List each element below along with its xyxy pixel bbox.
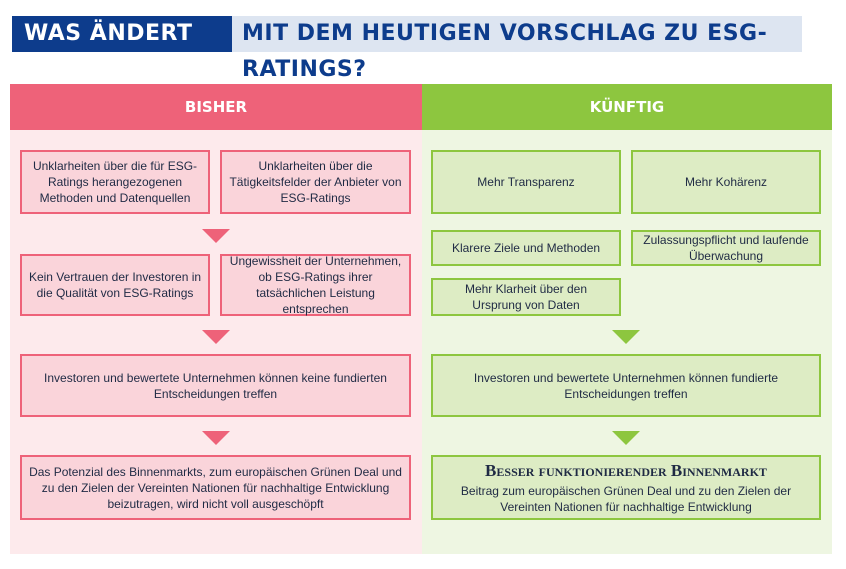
- title-part-2: MIT DEM HEUTIGEN VORSCHLAG ZU ESG-RATINGS?: [232, 16, 802, 52]
- left-box-methods: [20, 150, 210, 214]
- right-column-heading: KÜNFTIG: [422, 84, 832, 130]
- left-box-company-uncertainty-text: Ungewissheit der Unternehmen, ob ESG-Ratings ihrer tatsächlichen Leistung entsprechen: [229, 254, 402, 316]
- left-box-methods-text: Unklarheiten über die für ESG-Ratings herangezogenen Methoden und Datenquellen: [32, 159, 198, 205]
- left-box-decisions: [20, 354, 411, 417]
- arrow-down-icon: [202, 330, 230, 344]
- right-box-coherence-text: Mehr Kohärenz: [684, 175, 768, 189]
- right-box-data-origin: [431, 278, 621, 316]
- right-box-coherence: [631, 150, 821, 214]
- right-box-authorisation: [631, 230, 821, 266]
- right-box-single-market-title: Besser funktionierender Binnenmarkt: [485, 460, 767, 480]
- arrow-down-icon: [612, 330, 640, 344]
- right-box-transparency: [431, 150, 621, 214]
- right-box-decisions: [431, 354, 821, 417]
- left-box-decisions-text: Investoren und bewertete Unternehmen können keine fundierten Entscheidungen treffen: [44, 370, 387, 401]
- right-box-clearer-objectives: [431, 230, 621, 266]
- right-box-authorisation-text: Zulassungspflicht und laufende Überwachung: [643, 233, 809, 263]
- left-box-investor-trust-text: Kein Vertrauen der Investoren in die Qualität von ESG-Ratings: [28, 270, 202, 300]
- right-box-decisions-text: Investoren und bewertete Unternehmen können fundierte Entscheidungen treffen: [473, 370, 779, 401]
- left-box-single-market: [20, 455, 411, 520]
- right-box-single-market-text: Beitrag zum europäischen Grünen Deal und zu den Zielen der Vereinten Nationen für nachhaltige Entwicklung: [460, 483, 792, 514]
- left-box-activities-text: Unklarheiten über die Tätigkeitsfelder der Anbieter von ESG-Ratings: [229, 159, 402, 205]
- arrow-down-icon: [612, 431, 640, 445]
- left-box-single-market-text: Das Potenzial des Binnenmarkts, zum europäischen Grünen Deal und zu den Zielen der Vereinten Nationen für nachhaltige Entwicklung beizutragen, wird nicht voll ausgeschöpft: [29, 464, 402, 511]
- right-box-transparency-text: Mehr Transparenz: [477, 175, 575, 189]
- right-box-single-market: [431, 455, 821, 520]
- arrow-down-icon: [202, 431, 230, 445]
- title-part-1: WAS ÄNDERT SICH: [12, 16, 232, 52]
- right-box-data-origin-text: Mehr Klarheit über den Ursprung von Daten: [464, 282, 588, 312]
- left-box-activities: [220, 150, 411, 214]
- arrow-down-icon: [202, 229, 230, 243]
- left-box-investor-trust: [20, 254, 210, 316]
- left-box-company-uncertainty: [220, 254, 411, 316]
- left-column-heading: BISHER: [10, 84, 422, 130]
- right-box-clearer-objectives-text: Klarere Ziele und Methoden: [451, 241, 601, 255]
